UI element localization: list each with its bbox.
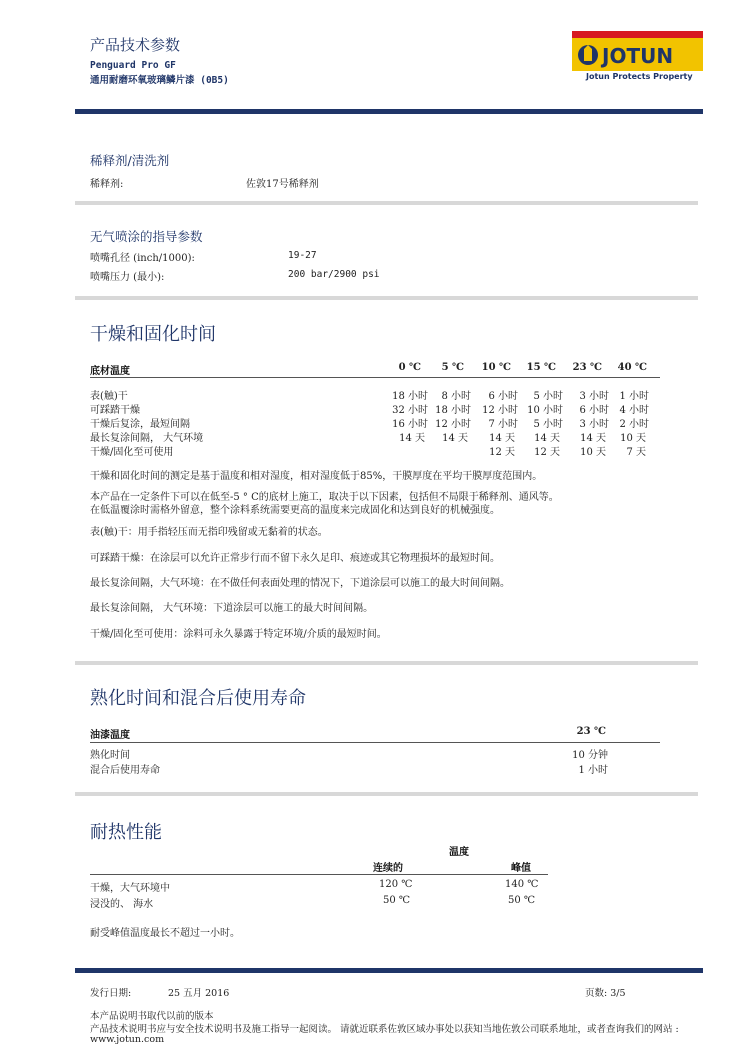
temp-header: 5 ℃ xyxy=(441,362,464,373)
page-number: 页数: 3/5 xyxy=(585,988,626,999)
drying-cell: 14 天 xyxy=(534,433,560,444)
drying-cell: 2 小时 xyxy=(619,419,649,430)
section-divider xyxy=(75,661,698,665)
drying-cell: 5 小时 xyxy=(533,419,563,430)
heat-cell: 50 ℃ xyxy=(383,895,411,906)
heat-note: 耐受峰值温度最长不超过一小时。 xyxy=(90,928,240,939)
drying-cell: 14 天 xyxy=(580,433,606,444)
footer-website: www.jotun.com xyxy=(90,1034,165,1045)
svg-text:JOTUN: JOTUN xyxy=(602,44,674,68)
seal-emblem-icon xyxy=(578,45,598,65)
thinner-heading: 稀释剂/清洗剂 xyxy=(90,153,170,168)
drying-cell: 18 小时 xyxy=(435,405,471,416)
heat-cell: 120 ℃ xyxy=(379,879,413,890)
drying-cell: 12 小时 xyxy=(435,419,471,430)
induction-heading: 熟化时间和混合后使用寿命 xyxy=(90,688,306,709)
drying-cell: 14 天 xyxy=(399,433,425,444)
heat-cell: 50 ℃ xyxy=(508,895,536,906)
drying-row-label: 干燥/固化至可使用 xyxy=(90,447,174,458)
drying-row-label: 表(触)干 xyxy=(90,391,128,402)
product-description: 通用耐磨环氧玻璃鳞片漆 (0B5) xyxy=(90,75,229,86)
section-divider xyxy=(75,792,698,796)
temp-header: 10 ℃ xyxy=(481,362,511,373)
thinner-value: 佐敦17号稀释剂 xyxy=(246,179,319,190)
thinner-label: 稀释剂: xyxy=(90,179,124,190)
temp-header: 40 ℃ xyxy=(617,362,647,373)
drying-cell: 7 天 xyxy=(626,447,646,458)
drying-cell: 8 小时 xyxy=(441,391,471,402)
table-rule xyxy=(90,377,660,378)
drying-heading: 干燥和固化时间 xyxy=(90,324,216,345)
drying-row-label: 最长复涂间隔， 大气环境 xyxy=(90,433,204,444)
nozzle-pressure-value: 200 bar/2900 psi xyxy=(288,269,380,280)
drying-cell: 4 小时 xyxy=(619,405,649,416)
footer-divider xyxy=(75,968,703,973)
drying-cell: 12 小时 xyxy=(482,405,518,416)
issue-date: 25 五月 2016 xyxy=(168,988,230,999)
drying-col-header: 底材温度 xyxy=(90,366,130,377)
heat-col-continuous: 连续的 xyxy=(373,863,403,874)
drying-cell: 12 天 xyxy=(489,447,515,458)
drying-cell: 6 小时 xyxy=(488,391,518,402)
product-name: Penguard Pro GF xyxy=(90,60,176,71)
heat-col-peak: 峰值 xyxy=(511,863,531,874)
temp-header: 0 ℃ xyxy=(398,362,421,373)
drying-note: 表(触)干：用手指轻压而无指印残留或无黏着的状态。 xyxy=(90,527,328,538)
temp-header: 23 ℃ xyxy=(572,362,602,373)
drying-cell: 1 小时 xyxy=(619,391,649,402)
drying-cell: 5 小时 xyxy=(533,391,563,402)
jotun-logo-graphic xyxy=(572,31,703,71)
issue-date-label: 发行日期: xyxy=(90,988,132,999)
drying-note: 最长复涂间隔， 大气环境：下道涂层可以施工的最大时间间隔。 xyxy=(90,603,374,614)
heat-row-label: 干燥，大气环境中 xyxy=(90,883,170,894)
drying-cell: 6 小时 xyxy=(579,405,609,416)
temp-header: 15 ℃ xyxy=(526,362,556,373)
drying-cell: 7 小时 xyxy=(488,419,518,430)
jotun-logo xyxy=(572,31,703,71)
induction-row-label: 混合后使用寿命 xyxy=(90,765,160,776)
nozzle-tip-value: 19-27 xyxy=(288,250,317,261)
drying-cell: 18 小时 xyxy=(392,391,428,402)
drying-row-label: 干燥后复涂，最短间隔 xyxy=(90,419,190,430)
drying-cell: 3 小时 xyxy=(579,391,609,402)
footer-supersedes: 本产品说明书取代以前的版本 xyxy=(90,1011,214,1022)
induction-row-label: 熟化时间 xyxy=(90,750,130,761)
drying-note: 本产品在一定条件下可以在低至-5 ° C的底材上施工，取决于以下因素，包括但不局限于稀释剂、通风等。 xyxy=(90,492,559,503)
drying-note: 可踩踏干燥：在涂层可以允许正常步行而不留下永久足印、痕迹或其它物理损坏的最短时间。 xyxy=(90,553,500,564)
drying-note: 在低温覆涂时需格外留意，整个涂料系统需要更高的温度来完成固化和达到良好的机械强度。 xyxy=(90,505,500,516)
drying-note: 干燥/固化至可使用：涂料可永久暴露于特定环境/介质的最短时间。 xyxy=(90,629,387,640)
induction-cell: 1 小时 xyxy=(578,765,608,776)
drying-note: 干燥和固化时间的测定是基于温度和相对湿度，相对湿度低于85%，干膜厚度在平均干膜厚度范围内。 xyxy=(90,471,543,482)
drying-cell: 10 天 xyxy=(620,433,646,444)
drying-cell: 32 小时 xyxy=(392,405,428,416)
heat-group-header: 温度 xyxy=(449,847,469,858)
airless-heading: 无气喷涂的指导参数 xyxy=(90,229,203,244)
section-divider xyxy=(75,296,698,300)
drying-cell: 10 天 xyxy=(580,447,606,458)
footer-notice: 产品技术说明书应与安全技术说明书及施工指导一起阅读。 请就近联系佐敦区域办事处以获知当地佐敦公司联系地址，或者查询我们的网站 : xyxy=(90,1024,679,1035)
header-divider xyxy=(75,109,703,114)
heat-row-label: 浸没的、 海水 xyxy=(90,899,154,910)
logo-tagline: Jotun Protects Property xyxy=(586,72,693,81)
table-rule xyxy=(90,874,548,875)
heat-cell: 140 ℃ xyxy=(505,879,539,890)
drying-note: 最长复涂间隔，大气环境：在不做任何表面处理的情况下，下道涂层可以施工的最大时间间隔。 xyxy=(90,578,510,589)
drying-cell: 16 小时 xyxy=(392,419,428,430)
drying-cell: 12 天 xyxy=(534,447,560,458)
section-divider xyxy=(75,201,698,205)
induction-temp-header: 23 ℃ xyxy=(576,726,606,737)
induction-cell: 10 分钟 xyxy=(572,750,608,761)
nozzle-tip-label: 喷嘴孔径 (inch/1000): xyxy=(90,253,195,264)
drying-cell: 3 小时 xyxy=(579,419,609,430)
drying-cell: 14 天 xyxy=(489,433,515,444)
heat-heading: 耐热性能 xyxy=(90,822,162,843)
table-rule xyxy=(90,742,660,743)
page-title: 产品技术参数 xyxy=(90,36,181,54)
drying-cell: 14 天 xyxy=(442,433,468,444)
drying-row-label: 可踩踏干燥 xyxy=(90,405,140,416)
drying-cell: 10 小时 xyxy=(527,405,563,416)
nozzle-pressure-label: 喷嘴压力 (最小): xyxy=(90,272,165,283)
induction-col-header: 油漆温度 xyxy=(90,730,130,741)
